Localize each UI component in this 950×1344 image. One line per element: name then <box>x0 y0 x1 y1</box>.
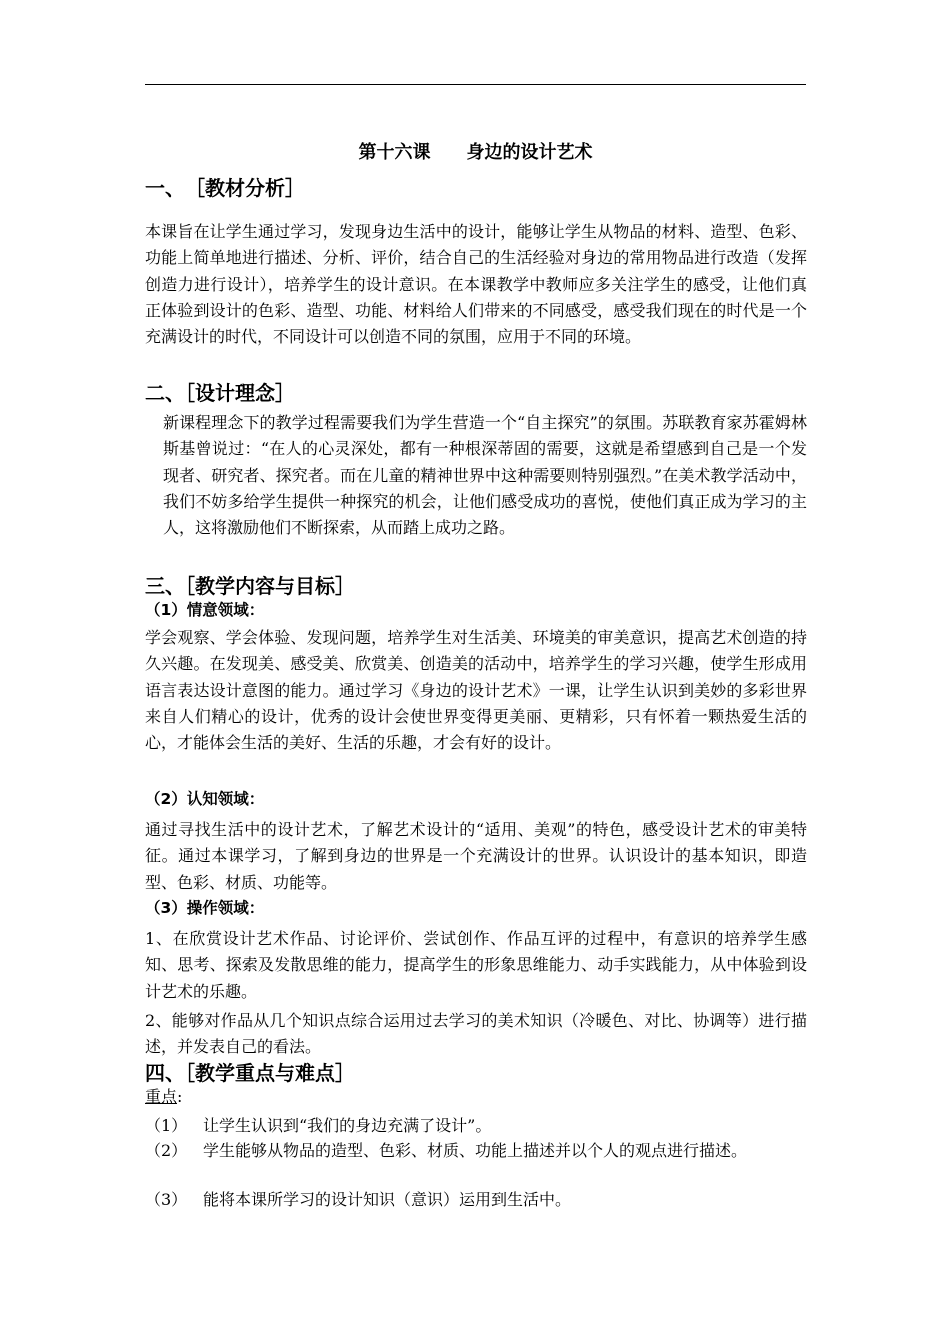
keypoints-label-text: 重点 <box>145 1087 178 1106</box>
keypoint-item <box>145 1188 807 1212</box>
sub-heading-emotion: （1）情意领域： <box>145 601 265 619</box>
keypoint-number: （1） <box>145 1116 188 1135</box>
section-heading-goals: 三、［教学内容与目标］ <box>145 574 355 598</box>
keypoints-label-colon: : <box>177 1087 183 1106</box>
keypoint-item <box>145 1114 807 1138</box>
page-title: 第十六课 身边的设计艺术 <box>358 142 593 163</box>
keypoints-label <box>145 1084 182 1107</box>
analysis-paragraph: 本课旨在让学生通过学习，发现身边生活中的设计，能够让学生从物品的材料、造型、色彩、功能上简单地进行描述、分析、评价，结合自己的生活经验对身边的常用物品进行改造（发挥创造力进行设计），培养学生的设计意识。在本课教学中教师应多关注学生的感受，让他们真正体验到设计的色彩、造型、功能、材料给人们带来的不同感受，感受我们现在的时代是一个充满设计的时代，不同设计可以创造不同的氛围，应用于不同的环境。 <box>145 222 807 347</box>
sub-heading-cognition: （2）认知领域： <box>145 790 265 808</box>
keypoint-item <box>145 1139 807 1163</box>
section-heading-concept: 二、［设计理念］ <box>145 381 295 405</box>
keypoint-text: 能将本课所学习的设计知识（意识）运用到生活中。 <box>203 1190 572 1209</box>
keypoint-number: （2） <box>145 1141 188 1160</box>
keypoint-text: 学生能够从物品的造型、色彩、材质、功能上描述并以个人的观点进行描述。 <box>203 1141 748 1160</box>
sub-heading-operation: （3）操作领域： <box>145 899 265 917</box>
emotion-paragraph: 学会观察、学会体验、发现问题，培养学生对生活美、环境美的审美意识，提高艺术创造的持久兴趣。在发现美、感受美、欣赏美、创造美的活动中，培养学生的学习兴趣，使学生形成用语言表达设计意图的能力。通过学习《身边的设计艺术》一课，让学生认识到美妙的多彩世界来自人们精心的设计，优秀的设计会使世界变得更美丽、更精彩，只有怀着一颗热爱生活的心，才能体会生活的美好、生活的乐趣，才会有好的设计。 <box>145 628 807 753</box>
operation-paragraph-2: 2、能够对作品从几个知识点综合运用过去学习的美术知识（冷暖色、对比、协调等）进行描述，并发表自己的看法。 <box>145 1011 807 1057</box>
section-heading-analysis: 一、 ［教材分析］ <box>145 176 305 200</box>
keypoint-text: 让学生认识到“我们的身边充满了设计”。 <box>203 1116 492 1135</box>
operation-paragraph-1: 1、在欣赏设计艺术作品、讨论评价、尝试创作、作品互评的过程中，有意识的培养学生感知、思考、探索及发散思维的能力，提高学生的形象思维能力、动手实践能力，从中体验到设计艺术的乐趣。 <box>145 929 807 1001</box>
header-rule <box>145 84 806 85</box>
section-heading-keypoints: 四、［教学重点与难点］ <box>145 1061 355 1085</box>
cognition-paragraph: 通过寻找生活中的设计艺术，了解艺术设计的“适用、美观”的特色，感受设计艺术的审美特征。通过本课学习，了解到身边的世界是一个充满设计的世界。认识设计的基本知识，即造型、色彩、材质、功能等。 <box>145 820 807 892</box>
keypoint-number: （3） <box>145 1190 188 1209</box>
concept-paragraph: 新课程理念下的教学过程需要我们为学生营造一个“自主探究”的氛围。苏联教育家苏霍姆林斯基曾说过：“在人的心灵深处，都有一种根深蒂固的需要，这就是希望感到自己是一个发现者、研究者、探究者。而在儿童的精神世界中这种需要则特别强烈。”在美术教学活动中，我们不妨多给学生提供一种探究的机会，让他们感受成功的喜悦，使他们真正成为学习的主人，这将激励他们不断探索，从而踏上成功之路。 <box>163 413 807 538</box>
